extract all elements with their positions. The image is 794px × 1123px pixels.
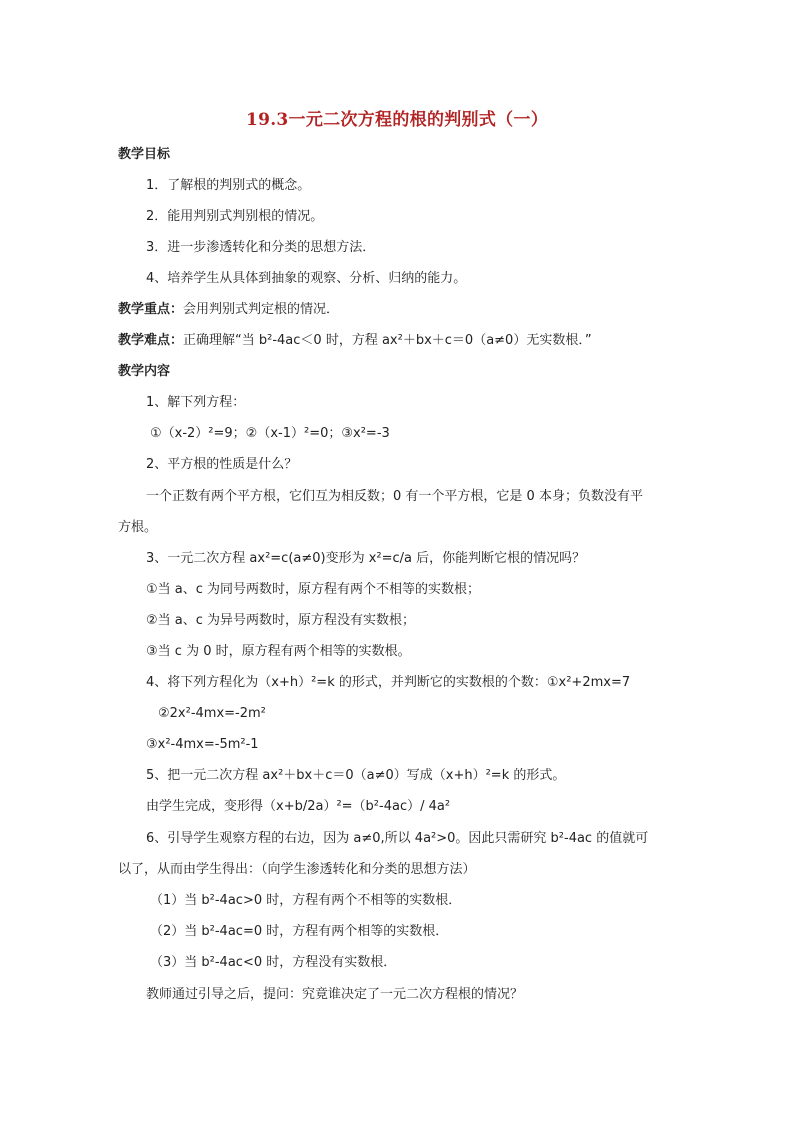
- content-line: 4、将下列方程化为（x+h）²=k 的形式，并判断它的实数根的个数：①x²+2mx=7: [146, 675, 631, 690]
- content-line: 6、引导学生观察方程的右边，因为 a≠0,所以 4a²>0。因此只需研究 b²-4ac 的值就可: [146, 831, 649, 846]
- content-line: 教师通过引导之后，提问：究竟谁决定了一元二次方程根的情况？: [146, 987, 524, 1002]
- content-line: （2）当 b²-4ac=0 时，方程有两个相等的实数根．: [150, 924, 449, 939]
- goal-item: 3．进一步渗透转化和分类的思想方法．: [146, 240, 376, 255]
- document-title: 19.3一元二次方程的根的判别式（一）: [245, 110, 549, 130]
- content-line: 方根。: [118, 520, 158, 535]
- goal-item: 4、培养学生从具体到抽象的观察、分析、归纳的能力。: [146, 271, 467, 286]
- content-line: ③当 c 为 0 时，原方程有两个相等的实数根。: [146, 644, 411, 659]
- content-line: （3）当 b²-4ac<0 时，方程没有实数根．: [150, 955, 397, 970]
- content-line: ②2x²-4mx=-2m²: [158, 706, 266, 721]
- section-heading-goals: 教学目标: [118, 147, 171, 162]
- section-heading-content: 教学内容: [118, 364, 171, 379]
- content-line: （1）当 b²-4ac>0 时，方程有两个不相等的实数根．: [150, 893, 462, 908]
- content-line: ①（x-2）²=9；②（x-1）²=0；③x²=-3: [150, 426, 390, 441]
- content-line: ①当 a、c 为同号两数时，原方程有两个不相等的实数根；: [146, 582, 481, 597]
- goal-item: 2．能用判别式判别根的情况。: [146, 209, 324, 224]
- content-line: 5、把一元二次方程 ax²＋bx＋c＝0（a≠0）写成（x+h）²=k 的形式。: [146, 768, 566, 783]
- key-point-text: 会用判别式判定根的情况．: [183, 302, 340, 317]
- difficulty-label: 教学难点：: [118, 333, 184, 348]
- difficulty-text: 正确理解“当 b²-4ac＜0 时，方程 ax²＋bx＋c＝0（a≠0）无实数根．”: [183, 333, 592, 348]
- content-line: 以了，从而由学生得出：（向学生渗透转化和分类的思想方法）: [118, 862, 476, 877]
- key-point-label: 教学重点：: [118, 302, 184, 317]
- content-line: 1、解下列方程：: [146, 395, 246, 410]
- content-line: 2、平方根的性质是什么？: [146, 457, 298, 472]
- content-line: ③x²-4mx=-5m²-1: [146, 737, 259, 752]
- content-line: 3、一元二次方程 ax²=c(a≠0)变形为 x²=c/a 后，你能判断它根的情况吗？: [146, 551, 586, 566]
- content-line: 一个正数有两个平方根，它们互为相反数；0 有一个平方根，它是 0 本身；负数没有平: [146, 489, 643, 504]
- key-point: [118, 300, 339, 320]
- goal-item: 1．了解根的判别式的概念。: [146, 178, 311, 193]
- content-line: ②当 a、c 为异号两数时，原方程没有实数根；: [146, 613, 416, 628]
- difficulty: [118, 331, 592, 351]
- content-line: 由学生完成，变形得（x+b/2a）²=（b²-4ac）/ 4a²: [146, 799, 451, 814]
